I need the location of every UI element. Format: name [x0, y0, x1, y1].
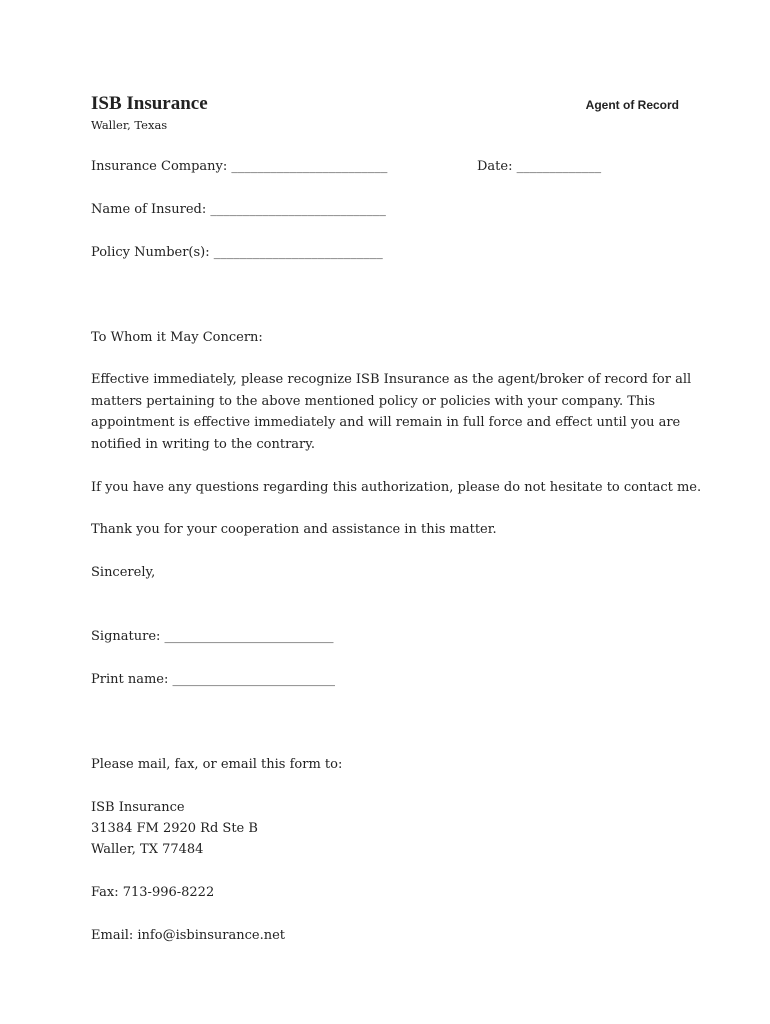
contact-street: 31384 FM 2920 Rd Ste B: [91, 821, 258, 836]
policy-numbers-field[interactable]: Policy Number(s): __________________________: [91, 245, 383, 260]
date-field[interactable]: Date: _____________: [477, 159, 602, 174]
mailing-instruction: Please mail, fax, or email this form to:: [91, 757, 343, 772]
company-name: ISB Insurance: [91, 93, 208, 114]
insurance-company-field[interactable]: Insurance Company: ________________________: [91, 159, 388, 174]
signature-field[interactable]: Signature: __________________________: [91, 629, 334, 644]
body-line: Effective immediately, please recognize ISB Insurance as the agent/broker of record for all: [91, 372, 692, 387]
body-paragraph: [91, 369, 692, 455]
document-title: Agent of Record: [585, 98, 679, 112]
body-line: matters pertaining to the above mentioned policy or policies with your company. This: [91, 393, 656, 409]
questions-paragraph: If you have any questions regarding this authorization, please do not hesitate to contact me.: [91, 480, 702, 495]
contact-city: Waller, TX 77484: [91, 842, 204, 857]
contact-fax: Fax: 713-996-8222: [91, 885, 215, 900]
contact-name: ISB Insurance: [91, 800, 185, 815]
company-location: Waller, Texas: [91, 118, 168, 132]
salutation: To Whom it May Concern:: [91, 330, 263, 345]
body-line: notified in writing to the contrary.: [91, 436, 316, 452]
body-line: appointment is effective immediately and will remain in full force and effect until you are: [91, 415, 681, 430]
name-of-insured-field[interactable]: Name of Insured: ___________________________: [91, 202, 386, 217]
thanks-paragraph: Thank you for your cooperation and assistance in this matter.: [91, 522, 497, 537]
contact-email: Email: info@isbinsurance.net: [91, 928, 286, 943]
print-name-field[interactable]: Print name: _________________________: [91, 672, 336, 687]
closing: Sincerely,: [91, 565, 156, 580]
